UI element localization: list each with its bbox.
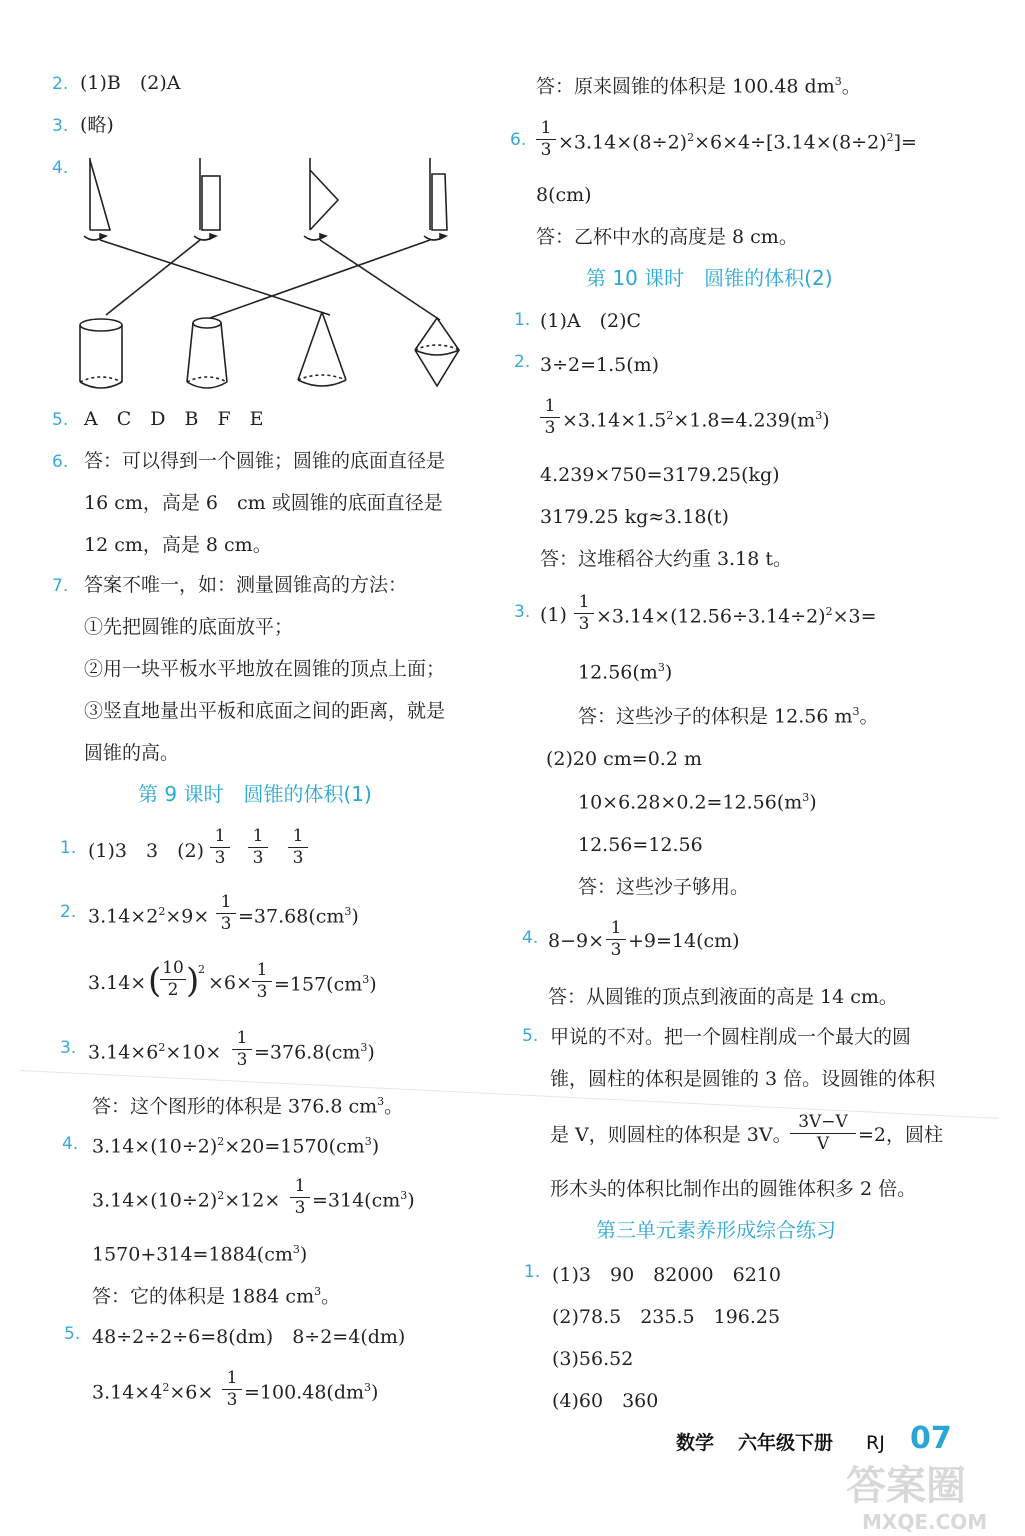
s9-q3-result	[254, 1042, 375, 1062]
numerator: 10	[162, 958, 184, 978]
r-q6-line-2: 8(cm)	[536, 184, 592, 206]
r-s10-q5-fraction	[790, 1114, 856, 1153]
expr: ]=	[893, 131, 917, 154]
r-s10-q5-line-3a: 是 V，则圆柱的体积是 3V。	[550, 1124, 792, 1146]
numerator: 3V−V	[798, 1112, 848, 1132]
s9-q2-line-2-mid: ×6×	[208, 972, 252, 994]
expr: =314(cm	[312, 1189, 401, 1212]
expr: =100.48(dm	[244, 1381, 364, 1404]
numerator: 1	[544, 396, 556, 416]
r-s10-q3-line-3: (2)20 cm=0.2 m	[546, 748, 702, 770]
r-q6-line-1	[558, 132, 917, 152]
q6-line-3: 12 cm，高是 8 cm。	[84, 534, 272, 556]
denominator: 3	[578, 614, 590, 634]
s9-q1-fraction-1	[210, 828, 230, 867]
s9-q3-fraction	[232, 1030, 252, 1069]
exponent: 2	[217, 1189, 225, 1202]
expr: 。	[859, 705, 879, 728]
s9-q5-result	[244, 1382, 378, 1402]
expr: 3.14×(10÷2)	[92, 1189, 218, 1212]
numerator: 1	[252, 826, 264, 846]
q6-line-1: 答：可以得到一个圆锥；圆锥的底面直径是	[84, 450, 446, 472]
r-s10-q2-answer: 答：这堆稻谷大约重 3.18 t。	[540, 548, 793, 570]
q7-line-3: ②用一块平板水平地放在圆锥的顶点上面；	[84, 658, 446, 680]
r-s10-q3-line-2	[578, 662, 672, 682]
q7-line-2: ①先把圆锥的底面放平；	[84, 616, 294, 638]
exponent: 3	[400, 1189, 408, 1202]
s9-q2-fraction-10-2	[160, 960, 186, 999]
q5-answer: A C D B F E	[84, 408, 264, 430]
section-title-lesson-10: 第 10 课时 圆锥的体积(2)	[586, 266, 833, 290]
open-paren: (	[148, 961, 162, 1001]
exponent: 3	[802, 791, 810, 804]
r-s10-q2-line-1: 3÷2=1.5(m)	[540, 354, 660, 376]
exponent	[198, 964, 205, 984]
expr: )	[664, 661, 673, 684]
s9-q2-line-1-result	[238, 906, 359, 926]
exponent: 3	[314, 1285, 322, 1298]
s9-q2-fraction	[216, 894, 236, 933]
s9-q2-line-2-start: 3.14×	[88, 972, 147, 994]
r-q6-number: 6.	[510, 130, 527, 150]
numerator: 1	[292, 826, 304, 846]
exponent: 2	[825, 605, 833, 618]
expr: )	[369, 973, 377, 996]
q7-line-1: 答案不唯一，如：测量圆锥高的方法：	[84, 574, 408, 596]
expr: 3.14×6	[88, 1041, 159, 1064]
page-number: 07	[910, 1421, 952, 1456]
r-s10-q2-line-4: 3179.25 kg≈3.18(t)	[540, 506, 729, 528]
exponent: 2	[666, 409, 674, 422]
r-s10-q4-answer: 答：从圆锥的顶点到液面的高是 14 cm。	[548, 986, 898, 1008]
expr: )	[371, 1135, 380, 1158]
r-s10-q3-number: 3.	[514, 602, 531, 622]
expr: =157(cm	[274, 973, 363, 996]
expr: ×6×	[169, 1381, 214, 1404]
r-s10-q4-fraction	[606, 920, 626, 959]
r-s10-q2-line-3: 4.239×750=3179.25(kg)	[540, 464, 780, 486]
r-s10-q2-number: 2.	[514, 352, 531, 372]
expr: ×3.14×1.5	[562, 409, 667, 432]
q7-number: 7.	[52, 576, 69, 596]
r-s10-q5-line-4: 形木头的体积比制作出的圆锥体积多 2 倍。	[550, 1178, 917, 1200]
expr: )	[351, 905, 359, 928]
numerator: 1	[226, 1368, 238, 1388]
denominator: 3	[220, 914, 232, 934]
numerator: 1	[220, 892, 232, 912]
exponent: 3	[834, 75, 842, 88]
r-u3-q1-line-4: (4)60 360	[552, 1390, 659, 1412]
exponent: 3	[657, 661, 665, 674]
r-s10-q1-number: 1.	[514, 310, 531, 330]
q7-line-5: 圆锥的高。	[84, 742, 180, 764]
q3-number: 3.	[52, 116, 69, 136]
r-s10-q2-fraction	[540, 398, 560, 437]
expr: 1570+314=1884(cm	[92, 1243, 293, 1266]
numerator: 1	[236, 1028, 248, 1048]
r-s10-q5-line-3b: =2，圆柱	[858, 1124, 944, 1146]
s9-q4-answer	[92, 1286, 340, 1306]
exponent: 3	[292, 1243, 300, 1256]
s9-q2-line-1	[88, 906, 209, 926]
expr: 答：这些沙子的体积是 12.56 m	[578, 705, 853, 728]
denominator: V	[816, 1134, 830, 1154]
expr: ×3.14×(12.56÷3.14÷2)	[596, 605, 826, 628]
exponent: 2	[162, 1381, 170, 1394]
denominator: 3	[252, 848, 264, 868]
watermark-url: MXQE.COM	[862, 1510, 988, 1534]
r-s10-q3-prefix: (1)	[540, 604, 567, 626]
expr: 12.56(m	[578, 661, 658, 684]
expr: ×9×	[165, 905, 210, 928]
exponent-value: 2	[198, 963, 205, 976]
q2-answer: (1)B (2)A	[80, 72, 181, 94]
footer-grade: 六年级下册	[738, 1432, 834, 1454]
r-s10-q3-answer-2: 答：这些沙子够用。	[578, 876, 750, 898]
exponent: 3	[364, 1381, 371, 1394]
numerator: 1	[578, 592, 590, 612]
r-s10-q1-answer: (1)A (2)C	[540, 310, 642, 332]
r-q6-answer: 答：乙杯中水的高度是 8 cm。	[536, 226, 798, 248]
footer-subject: 数学	[676, 1432, 715, 1454]
q7-line-4: ③竖直地量出平板和底面之间的距离，就是	[84, 700, 446, 722]
section-title-unit-3: 第三单元素养形成综合练习	[596, 1218, 836, 1242]
s9-q3-number: 3.	[60, 1038, 77, 1058]
expr: )	[407, 1189, 415, 1212]
numerator: 1	[294, 1176, 306, 1196]
exponent: 3	[815, 409, 823, 422]
expr: 。	[384, 1095, 404, 1118]
denominator: 3	[226, 1390, 238, 1410]
s9-q1-fraction-2	[248, 828, 268, 867]
expr: 。	[841, 75, 861, 98]
q6-number: 6.	[52, 452, 69, 472]
exponent: 2	[217, 1135, 225, 1148]
denominator: 3	[236, 1050, 248, 1070]
r-s10-q3-line-4	[578, 792, 817, 812]
expr: 答：原来圆锥的体积是 100.48 dm	[536, 75, 835, 98]
numerator: 1	[214, 826, 226, 846]
numerator: 1	[610, 918, 622, 938]
q4-figure	[70, 150, 470, 400]
s9-q5-number: 5.	[64, 1324, 81, 1344]
denominator: 3	[292, 848, 304, 868]
exponent: 3	[344, 905, 352, 918]
expr: ×1.8=4.239(m	[673, 409, 816, 432]
q5-number: 5.	[52, 410, 69, 430]
expr: )	[822, 409, 830, 432]
r-s10-q3-answer-1	[578, 706, 879, 726]
expr: ×3.14×(8÷2)	[558, 131, 688, 154]
denominator: 3	[214, 848, 226, 868]
s9-q2-fraction-2	[252, 962, 272, 1001]
r-s10-q5-number: 5.	[522, 1026, 539, 1046]
q4-number: 4.	[52, 158, 69, 178]
r-u3-q1-number: 1.	[524, 1262, 541, 1282]
exponent: 2	[886, 131, 894, 144]
exponent: 2	[687, 131, 695, 144]
section-title-lesson-9: 第 9 课时 圆锥的体积(1)	[138, 782, 372, 806]
r-s10-q3-line-5: 12.56=12.56	[578, 834, 703, 856]
denominator: 3	[610, 940, 622, 960]
s9-q1-number: 1.	[60, 838, 77, 858]
expr: 答：它的体积是 1884 cm	[92, 1285, 315, 1308]
s9-q4-fraction	[290, 1178, 310, 1217]
r-s10-q4-number: 4.	[522, 928, 539, 948]
denominator: 3	[256, 982, 268, 1002]
q2-number: 2.	[52, 74, 69, 94]
r-u3-q1-line-2: (2)78.5 235.5 196.25	[552, 1306, 781, 1328]
s9-q3-answer	[92, 1096, 403, 1116]
expr: 10×6.28×0.2=12.56(m	[578, 791, 803, 814]
exponent: 3	[362, 973, 370, 986]
exponent: 3	[852, 705, 860, 718]
q3-answer: (略)	[80, 114, 114, 136]
expr: )	[809, 791, 817, 814]
s9-q1-fraction-3	[288, 828, 308, 867]
exponent: 3	[364, 1135, 372, 1148]
expr: =376.8(cm	[254, 1041, 361, 1064]
q6-line-2: 16 cm，高是 6 cm 或圆锥的底面直径是	[84, 492, 443, 514]
denominator: 3	[544, 418, 556, 438]
r-u3-q1-line-3: (3)56.52	[552, 1348, 634, 1370]
s9-q1-prefix: (1)3 3 (2)	[88, 840, 205, 862]
expr: 3.14×2	[88, 905, 159, 928]
denominator: 3	[540, 140, 552, 160]
exponent: 3	[377, 1095, 385, 1108]
r-s10-q3-fraction	[574, 594, 594, 633]
watermark-logo: 答案圈	[846, 1463, 966, 1509]
numerator: 1	[256, 960, 268, 980]
s9-q4-line-2	[92, 1190, 280, 1210]
r-s10-q4-line-1a: 8−9×	[548, 930, 605, 952]
exponent: 2	[158, 905, 166, 918]
expr: 3.14×(10÷2)	[92, 1135, 218, 1158]
footer-edition: RJ	[866, 1432, 885, 1454]
r-q6-fraction	[536, 120, 556, 159]
r-u3-q1-line-1: (1)3 90 82000 6210	[552, 1264, 781, 1286]
expr: =37.68(cm	[238, 905, 345, 928]
r-s10-q4-line-1b: +9=14(cm)	[628, 930, 740, 952]
s9-q3-line-1	[88, 1042, 221, 1062]
exponent: 2	[158, 1041, 166, 1054]
s9-q4-line-3	[92, 1244, 307, 1264]
expr: ×10×	[165, 1041, 222, 1064]
expr: )	[367, 1041, 375, 1064]
s9-q4-line-1	[92, 1136, 379, 1156]
r-s10-q5-line-1: 甲说的不对。把一个圆柱削成一个最大的圆	[550, 1026, 912, 1048]
denominator: 3	[294, 1198, 306, 1218]
expr: )	[299, 1243, 308, 1266]
r-top-answer	[536, 76, 861, 96]
s9-q5-line-1: 48÷2÷2÷6=8(dm) 8÷2=4(dm)	[92, 1326, 406, 1348]
expr: 答：这个图形的体积是 376.8 cm	[92, 1095, 378, 1118]
s9-q4-number: 4.	[62, 1134, 79, 1154]
numerator: 1	[540, 118, 552, 138]
denominator: 2	[167, 980, 179, 1000]
s9-q2-line-2-result	[274, 974, 377, 994]
close-paren: )	[186, 961, 200, 1001]
expr: ×6×4÷[3.14×(8÷2)	[694, 131, 887, 154]
expr: )	[371, 1381, 379, 1404]
s9-q2-number: 2.	[60, 902, 77, 922]
s9-q5-fraction	[222, 1370, 242, 1409]
expr: 3.14×4	[92, 1381, 163, 1404]
expr: ×12×	[224, 1189, 281, 1212]
s9-q5-line-2	[92, 1382, 213, 1402]
r-s10-q5-line-2: 锥，圆柱的体积是圆锥的 3 倍。设圆锥的体积	[550, 1068, 936, 1090]
expr: ×20=1570(cm	[224, 1135, 365, 1158]
exponent: 3	[360, 1041, 368, 1054]
expr: 。	[321, 1285, 341, 1308]
s9-q4-line-2-result	[312, 1190, 415, 1210]
r-s10-q2-line-2	[562, 410, 830, 430]
r-s10-q3-line-1	[596, 606, 877, 626]
expr: ×3=	[832, 605, 877, 628]
